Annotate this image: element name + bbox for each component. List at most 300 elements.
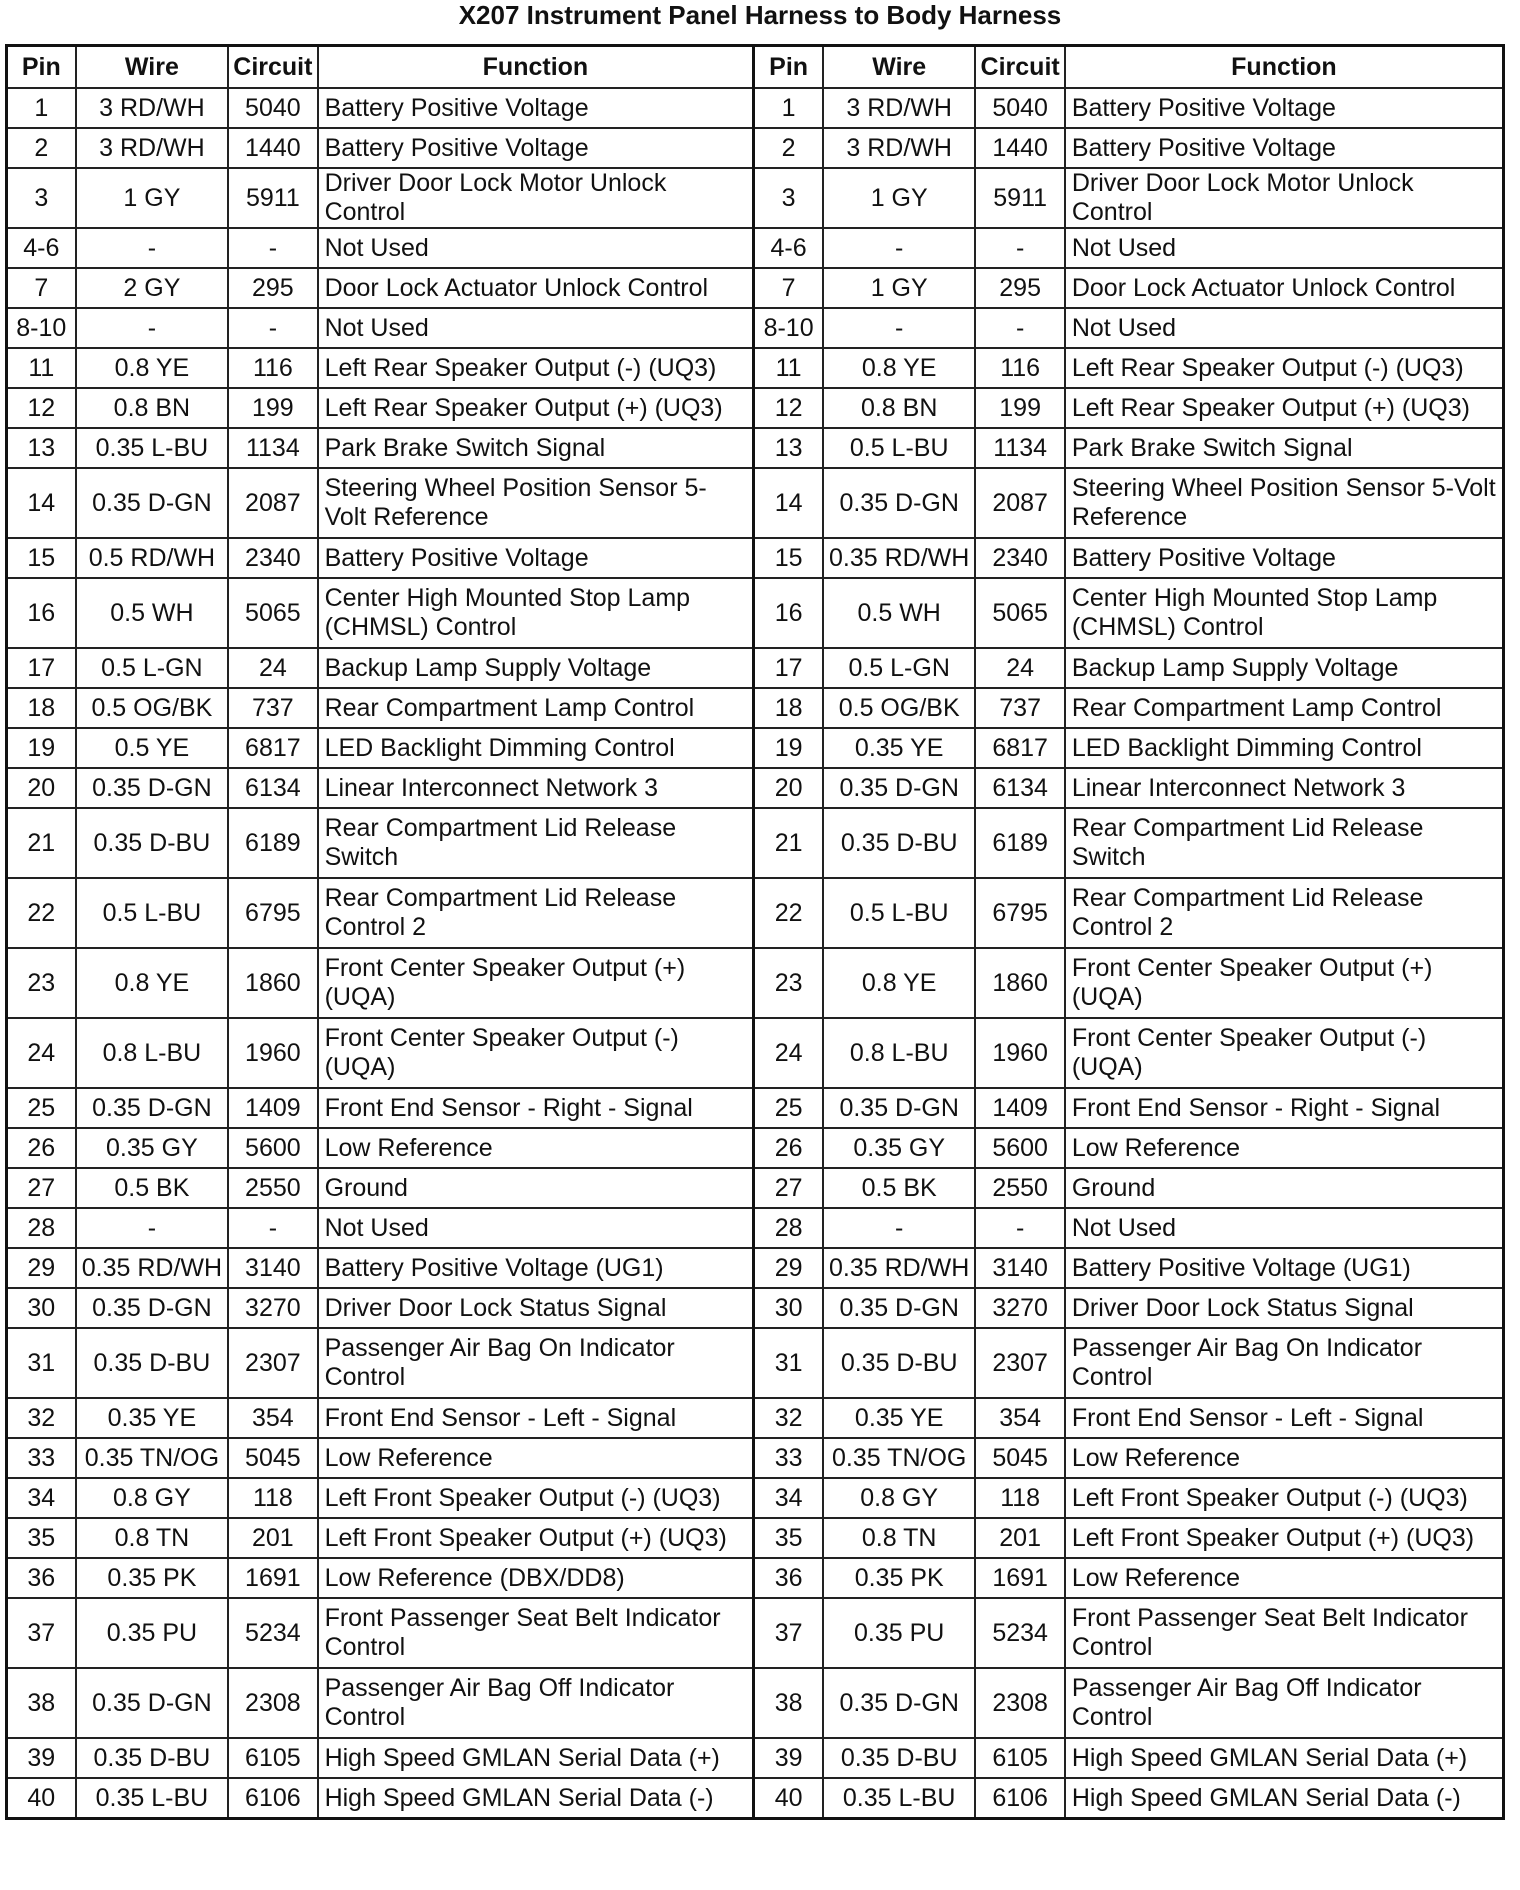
cell-circuit-right: 6134 (975, 768, 1064, 808)
cell-pin-left: 24 (7, 1018, 76, 1088)
table-row (7, 1248, 1504, 1288)
cell-pin-left: 32 (7, 1398, 76, 1438)
cell-function-left: Low Reference (DBX/DD8) (318, 1558, 754, 1598)
cell-pin-left: 12 (7, 388, 76, 428)
cell-circuit-right: 6817 (975, 728, 1064, 768)
cell-circuit-left: 354 (228, 1398, 317, 1438)
cell-pin-right: 27 (754, 1168, 823, 1208)
cell-circuit-right: 2087 (975, 468, 1064, 538)
cell-circuit-right: 1409 (975, 1088, 1064, 1128)
cell-wire-right: 0.35 D-GN (823, 768, 976, 808)
header-circuit-left: Circuit (228, 46, 317, 89)
cell-function-left: Left Rear Speaker Output (-) (UQ3) (318, 348, 754, 388)
cell-circuit-left: 2308 (228, 1668, 317, 1738)
cell-circuit-left: 5911 (228, 168, 317, 228)
table-row (7, 228, 1504, 268)
cell-circuit-left: 1860 (228, 948, 317, 1018)
header-wire-left: Wire (76, 46, 229, 89)
cell-function-left: Rear Compartment Lamp Control (318, 688, 754, 728)
cell-circuit-right: - (975, 228, 1064, 268)
cell-circuit-right: - (975, 1208, 1064, 1248)
cell-circuit-left: 6106 (228, 1778, 317, 1819)
cell-circuit-left: 116 (228, 348, 317, 388)
cell-pin-left: 29 (7, 1248, 76, 1288)
cell-circuit-right: 5600 (975, 1128, 1064, 1168)
cell-wire-left: 0.35 PU (76, 1598, 229, 1668)
table-row (7, 648, 1504, 688)
table-row (7, 168, 1504, 228)
cell-wire-left: 0.35 D-BU (76, 808, 229, 878)
cell-function-left: Battery Positive Voltage (318, 538, 754, 578)
cell-function-right: Low Reference (1065, 1438, 1504, 1478)
cell-circuit-left: 5040 (228, 88, 317, 128)
cell-function-right: Driver Door Lock Motor Unlock Control (1065, 168, 1504, 228)
cell-wire-right: 0.35 YE (823, 1398, 976, 1438)
cell-wire-left: 0.5 L-BU (76, 878, 229, 948)
cell-pin-left: 19 (7, 728, 76, 768)
cell-pin-right: 33 (754, 1438, 823, 1478)
cell-function-left: Rear Compartment Lid Release Switch (318, 808, 754, 878)
cell-pin-left: 28 (7, 1208, 76, 1248)
cell-pin-left: 20 (7, 768, 76, 808)
table-row (7, 1558, 1504, 1598)
table-row (7, 1518, 1504, 1558)
header-function-right: Function (1065, 46, 1504, 89)
cell-function-left: Ground (318, 1168, 754, 1208)
cell-circuit-right: 2340 (975, 538, 1064, 578)
cell-wire-right: 0.35 D-GN (823, 1668, 976, 1738)
cell-circuit-left: 5065 (228, 578, 317, 648)
table-row (7, 808, 1504, 878)
cell-pin-right: 19 (754, 728, 823, 768)
cell-pin-left: 31 (7, 1328, 76, 1398)
cell-function-right: Front End Sensor - Right - Signal (1065, 1088, 1504, 1128)
cell-pin-left: 25 (7, 1088, 76, 1128)
cell-pin-left: 13 (7, 428, 76, 468)
cell-wire-left: - (76, 308, 229, 348)
cell-wire-left: 3 RD/WH (76, 88, 229, 128)
cell-function-left: Low Reference (318, 1128, 754, 1168)
cell-circuit-right: 354 (975, 1398, 1064, 1438)
cell-wire-left: 0.8 TN (76, 1518, 229, 1558)
cell-function-left: Front Center Speaker Output (-) (UQA) (318, 1018, 754, 1088)
cell-circuit-right: 1960 (975, 1018, 1064, 1088)
table-row (7, 388, 1504, 428)
cell-circuit-right: - (975, 308, 1064, 348)
header-row (7, 46, 1504, 89)
cell-wire-right: - (823, 228, 976, 268)
cell-wire-left: 0.8 YE (76, 948, 229, 1018)
cell-circuit-left: 1960 (228, 1018, 317, 1088)
cell-circuit-left: 6189 (228, 808, 317, 878)
cell-function-right: Rear Compartment Lid Release Switch (1065, 808, 1504, 878)
cell-pin-right: 7 (754, 268, 823, 308)
cell-pin-right: 25 (754, 1088, 823, 1128)
cell-pin-right: 29 (754, 1248, 823, 1288)
cell-wire-right: 0.35 RD/WH (823, 538, 976, 578)
cell-circuit-right: 3140 (975, 1248, 1064, 1288)
table-row (7, 428, 1504, 468)
cell-function-left: Backup Lamp Supply Voltage (318, 648, 754, 688)
cell-wire-left: 0.35 D-GN (76, 1288, 229, 1328)
cell-wire-right: 0.35 GY (823, 1128, 976, 1168)
cell-wire-left: 0.35 PK (76, 1558, 229, 1598)
cell-circuit-left: 24 (228, 648, 317, 688)
cell-wire-right: 0.5 OG/BK (823, 688, 976, 728)
cell-wire-right: 0.8 BN (823, 388, 976, 428)
cell-pin-right: 22 (754, 878, 823, 948)
cell-wire-left: 0.5 BK (76, 1168, 229, 1208)
table-row (7, 1668, 1504, 1738)
cell-circuit-left: - (228, 1208, 317, 1248)
cell-function-left: Left Rear Speaker Output (+) (UQ3) (318, 388, 754, 428)
cell-circuit-left: - (228, 228, 317, 268)
cell-wire-right: 0.35 L-BU (823, 1778, 976, 1819)
cell-function-left: High Speed GMLAN Serial Data (+) (318, 1738, 754, 1778)
cell-function-left: Battery Positive Voltage (318, 128, 754, 168)
cell-circuit-right: 6795 (975, 878, 1064, 948)
cell-circuit-left: 199 (228, 388, 317, 428)
header-circuit-right: Circuit (975, 46, 1064, 89)
cell-circuit-right: 1440 (975, 128, 1064, 168)
cell-pin-left: 4-6 (7, 228, 76, 268)
cell-circuit-right: 5040 (975, 88, 1064, 128)
cell-wire-left: 0.35 D-BU (76, 1328, 229, 1398)
cell-circuit-left: 2307 (228, 1328, 317, 1398)
cell-wire-left: 0.35 YE (76, 1398, 229, 1438)
cell-circuit-left: 1440 (228, 128, 317, 168)
pinout-body (7, 88, 1504, 1819)
cell-function-right: LED Backlight Dimming Control (1065, 728, 1504, 768)
cell-function-right: High Speed GMLAN Serial Data (-) (1065, 1778, 1504, 1819)
cell-function-right: Front Center Speaker Output (+) (UQA) (1065, 948, 1504, 1018)
cell-circuit-left: 3140 (228, 1248, 317, 1288)
cell-pin-right: 20 (754, 768, 823, 808)
cell-pin-left: 1 (7, 88, 76, 128)
cell-wire-right: 0.5 L-BU (823, 428, 976, 468)
cell-pin-left: 34 (7, 1478, 76, 1518)
cell-wire-right: 0.5 BK (823, 1168, 976, 1208)
cell-wire-right: - (823, 308, 976, 348)
cell-circuit-right: 1860 (975, 948, 1064, 1018)
cell-wire-left: 0.5 OG/BK (76, 688, 229, 728)
cell-function-left: Battery Positive Voltage (UG1) (318, 1248, 754, 1288)
table-row (7, 878, 1504, 948)
cell-circuit-right: 295 (975, 268, 1064, 308)
table-row (7, 1328, 1504, 1398)
table-row (7, 538, 1504, 578)
cell-pin-left: 38 (7, 1668, 76, 1738)
cell-pin-right: 28 (754, 1208, 823, 1248)
cell-function-right: Front End Sensor - Left - Signal (1065, 1398, 1504, 1438)
cell-circuit-left: 295 (228, 268, 317, 308)
cell-circuit-left: 2550 (228, 1168, 317, 1208)
table-row (7, 1598, 1504, 1668)
cell-function-right: Battery Positive Voltage (UG1) (1065, 1248, 1504, 1288)
cell-function-right: High Speed GMLAN Serial Data (+) (1065, 1738, 1504, 1778)
cell-circuit-right: 116 (975, 348, 1064, 388)
cell-pin-right: 8-10 (754, 308, 823, 348)
cell-function-right: Front Center Speaker Output (-) (UQA) (1065, 1018, 1504, 1088)
cell-wire-left: 0.8 BN (76, 388, 229, 428)
cell-wire-left: 0.35 L-BU (76, 428, 229, 468)
cell-pin-left: 7 (7, 268, 76, 308)
cell-function-left: Low Reference (318, 1438, 754, 1478)
cell-wire-right: 0.8 TN (823, 1518, 976, 1558)
cell-function-left: Driver Door Lock Status Signal (318, 1288, 754, 1328)
cell-pin-right: 36 (754, 1558, 823, 1598)
cell-circuit-right: 6189 (975, 808, 1064, 878)
cell-function-left: Driver Door Lock Motor Unlock Control (318, 168, 754, 228)
cell-wire-left: 0.5 YE (76, 728, 229, 768)
cell-wire-left: 2 GY (76, 268, 229, 308)
cell-wire-right: 0.5 L-BU (823, 878, 976, 948)
table-row (7, 1398, 1504, 1438)
cell-function-right: Front Passenger Seat Belt Indicator Control (1065, 1598, 1504, 1668)
table-row (7, 948, 1504, 1018)
cell-wire-right: 0.8 YE (823, 948, 976, 1018)
cell-pin-right: 37 (754, 1598, 823, 1668)
cell-wire-left: 0.8 L-BU (76, 1018, 229, 1088)
cell-pin-right: 32 (754, 1398, 823, 1438)
cell-function-right: Door Lock Actuator Unlock Control (1065, 268, 1504, 308)
cell-pin-left: 15 (7, 538, 76, 578)
cell-wire-left: 0.5 WH (76, 578, 229, 648)
cell-pin-right: 30 (754, 1288, 823, 1328)
cell-pin-right: 14 (754, 468, 823, 538)
cell-pin-left: 14 (7, 468, 76, 538)
cell-pin-left: 18 (7, 688, 76, 728)
cell-wire-right: 0.35 PU (823, 1598, 976, 1668)
table-row (7, 88, 1504, 128)
table-row (7, 1088, 1504, 1128)
table-row (7, 268, 1504, 308)
cell-function-left: Front Center Speaker Output (+) (UQA) (318, 948, 754, 1018)
cell-pin-right: 4-6 (754, 228, 823, 268)
cell-circuit-right: 1691 (975, 1558, 1064, 1598)
cell-function-left: Door Lock Actuator Unlock Control (318, 268, 754, 308)
table-row (7, 1208, 1504, 1248)
cell-wire-right: 0.35 D-GN (823, 468, 976, 538)
cell-circuit-left: 5045 (228, 1438, 317, 1478)
table-row (7, 728, 1504, 768)
cell-pin-left: 22 (7, 878, 76, 948)
cell-circuit-left: 6795 (228, 878, 317, 948)
cell-circuit-left: 737 (228, 688, 317, 728)
cell-function-right: Left Rear Speaker Output (-) (UQ3) (1065, 348, 1504, 388)
cell-pin-left: 8-10 (7, 308, 76, 348)
cell-circuit-right: 24 (975, 648, 1064, 688)
cell-pin-left: 33 (7, 1438, 76, 1478)
table-row (7, 1778, 1504, 1819)
table-row (7, 1128, 1504, 1168)
cell-wire-right: 0.35 YE (823, 728, 976, 768)
cell-wire-left: 0.35 D-GN (76, 468, 229, 538)
cell-pin-left: 11 (7, 348, 76, 388)
cell-pin-left: 26 (7, 1128, 76, 1168)
cell-function-right: Rear Compartment Lamp Control (1065, 688, 1504, 728)
cell-function-right: Low Reference (1065, 1128, 1504, 1168)
cell-circuit-left: 5600 (228, 1128, 317, 1168)
cell-wire-right: 0.5 L-GN (823, 648, 976, 688)
header-function-left: Function (318, 46, 754, 89)
cell-circuit-right: 2550 (975, 1168, 1064, 1208)
cell-function-left: Rear Compartment Lid Release Control 2 (318, 878, 754, 948)
header-wire-right: Wire (823, 46, 976, 89)
cell-function-right: Battery Positive Voltage (1065, 128, 1504, 168)
cell-wire-right: 3 RD/WH (823, 88, 976, 128)
cell-function-left: Linear Interconnect Network 3 (318, 768, 754, 808)
cell-wire-right: 0.8 YE (823, 348, 976, 388)
cell-function-left: Not Used (318, 228, 754, 268)
cell-wire-left: 0.5 RD/WH (76, 538, 229, 578)
cell-function-left: Park Brake Switch Signal (318, 428, 754, 468)
cell-wire-left: 0.35 D-GN (76, 1668, 229, 1738)
cell-pin-right: 2 (754, 128, 823, 168)
cell-wire-left: 0.5 L-GN (76, 648, 229, 688)
cell-pin-left: 16 (7, 578, 76, 648)
cell-wire-right: 3 RD/WH (823, 128, 976, 168)
cell-wire-right: 0.8 L-BU (823, 1018, 976, 1088)
cell-wire-right: 0.35 D-BU (823, 1738, 976, 1778)
pinout-table (5, 44, 1505, 1820)
cell-function-right: Driver Door Lock Status Signal (1065, 1288, 1504, 1328)
header-pin-left: Pin (7, 46, 76, 89)
cell-pin-left: 3 (7, 168, 76, 228)
cell-circuit-left: 201 (228, 1518, 317, 1558)
cell-pin-right: 13 (754, 428, 823, 468)
cell-pin-right: 15 (754, 538, 823, 578)
cell-wire-right: 0.35 D-GN (823, 1088, 976, 1128)
cell-function-right: Steering Wheel Position Sensor 5-Volt Reference (1065, 468, 1504, 538)
cell-wire-right: - (823, 1208, 976, 1248)
cell-function-right: Not Used (1065, 1208, 1504, 1248)
cell-circuit-right: 1134 (975, 428, 1064, 468)
cell-wire-left: 3 RD/WH (76, 128, 229, 168)
cell-circuit-left: 1691 (228, 1558, 317, 1598)
cell-function-right: Park Brake Switch Signal (1065, 428, 1504, 468)
cell-circuit-right: 2308 (975, 1668, 1064, 1738)
cell-wire-right: 1 GY (823, 168, 976, 228)
cell-circuit-left: 2340 (228, 538, 317, 578)
cell-pin-right: 24 (754, 1018, 823, 1088)
cell-function-left: Passenger Air Bag On Indicator Control (318, 1328, 754, 1398)
table-row (7, 1288, 1504, 1328)
cell-function-right: Battery Positive Voltage (1065, 88, 1504, 128)
cell-function-left: Front Passenger Seat Belt Indicator Control (318, 1598, 754, 1668)
cell-wire-left: 0.35 TN/OG (76, 1438, 229, 1478)
cell-circuit-right: 2307 (975, 1328, 1064, 1398)
cell-function-right: Not Used (1065, 308, 1504, 348)
table-row (7, 1168, 1504, 1208)
cell-pin-right: 23 (754, 948, 823, 1018)
cell-circuit-right: 3270 (975, 1288, 1064, 1328)
cell-circuit-left: 5234 (228, 1598, 317, 1668)
cell-wire-right: 0.35 D-BU (823, 808, 976, 878)
cell-pin-left: 35 (7, 1518, 76, 1558)
cell-function-right: Not Used (1065, 228, 1504, 268)
cell-wire-right: 0.8 GY (823, 1478, 976, 1518)
cell-pin-left: 37 (7, 1598, 76, 1668)
cell-wire-right: 1 GY (823, 268, 976, 308)
cell-function-right: Center High Mounted Stop Lamp (CHMSL) Control (1065, 578, 1504, 648)
cell-wire-left: 0.35 D-BU (76, 1738, 229, 1778)
cell-pin-right: 16 (754, 578, 823, 648)
cell-circuit-left: 1134 (228, 428, 317, 468)
cell-circuit-left: 6134 (228, 768, 317, 808)
table-row (7, 578, 1504, 648)
cell-circuit-right: 5065 (975, 578, 1064, 648)
cell-circuit-left: 3270 (228, 1288, 317, 1328)
cell-wire-left: 0.35 RD/WH (76, 1248, 229, 1288)
cell-function-right: Left Front Speaker Output (+) (UQ3) (1065, 1518, 1504, 1558)
cell-pin-left: 21 (7, 808, 76, 878)
cell-function-right: Battery Positive Voltage (1065, 538, 1504, 578)
cell-pin-right: 26 (754, 1128, 823, 1168)
table-row (7, 348, 1504, 388)
cell-function-left: Passenger Air Bag Off Indicator Control (318, 1668, 754, 1738)
page-title: X207 Instrument Panel Harness to Body Harness (458, 0, 1062, 30)
cell-wire-right: 0.35 TN/OG (823, 1438, 976, 1478)
cell-pin-right: 40 (754, 1778, 823, 1819)
table-row (7, 468, 1504, 538)
cell-circuit-right: 5911 (975, 168, 1064, 228)
cell-pin-right: 1 (754, 88, 823, 128)
cell-wire-left: 0.35 D-GN (76, 768, 229, 808)
cell-circuit-left: 6105 (228, 1738, 317, 1778)
cell-function-left: Front End Sensor - Right - Signal (318, 1088, 754, 1128)
table-row (7, 1738, 1504, 1778)
cell-function-right: Low Reference (1065, 1558, 1504, 1598)
cell-pin-right: 34 (754, 1478, 823, 1518)
cell-circuit-left: 2087 (228, 468, 317, 538)
cell-wire-left: 0.35 L-BU (76, 1778, 229, 1819)
cell-wire-left: 0.8 YE (76, 348, 229, 388)
cell-pin-left: 17 (7, 648, 76, 688)
cell-function-right: Left Rear Speaker Output (+) (UQ3) (1065, 388, 1504, 428)
cell-function-right: Rear Compartment Lid Release Control 2 (1065, 878, 1504, 948)
cell-function-right: Passenger Air Bag On Indicator Control (1065, 1328, 1504, 1398)
cell-circuit-right: 5045 (975, 1438, 1064, 1478)
table-row (7, 308, 1504, 348)
cell-circuit-right: 5234 (975, 1598, 1064, 1668)
header-pin-right: Pin (754, 46, 823, 89)
cell-circuit-right: 201 (975, 1518, 1064, 1558)
cell-function-left: Not Used (318, 1208, 754, 1248)
cell-pin-right: 12 (754, 388, 823, 428)
cell-function-left: Front End Sensor - Left - Signal (318, 1398, 754, 1438)
cell-circuit-left: - (228, 308, 317, 348)
cell-pin-right: 39 (754, 1738, 823, 1778)
cell-pin-left: 36 (7, 1558, 76, 1598)
cell-pin-left: 30 (7, 1288, 76, 1328)
cell-pin-right: 3 (754, 168, 823, 228)
cell-function-left: Left Front Speaker Output (+) (UQ3) (318, 1518, 754, 1558)
cell-wire-left: 0.35 D-GN (76, 1088, 229, 1128)
cell-function-right: Linear Interconnect Network 3 (1065, 768, 1504, 808)
cell-wire-right: 0.35 PK (823, 1558, 976, 1598)
cell-wire-left: 1 GY (76, 168, 229, 228)
cell-function-left: Steering Wheel Position Sensor 5-Volt Reference (318, 468, 754, 538)
cell-pin-right: 35 (754, 1518, 823, 1558)
cell-function-right: Ground (1065, 1168, 1504, 1208)
cell-function-left: High Speed GMLAN Serial Data (-) (318, 1778, 754, 1819)
cell-pin-left: 23 (7, 948, 76, 1018)
table-row (7, 1438, 1504, 1478)
cell-wire-right: 0.35 D-GN (823, 1288, 976, 1328)
table-row (7, 688, 1504, 728)
cell-pin-left: 27 (7, 1168, 76, 1208)
